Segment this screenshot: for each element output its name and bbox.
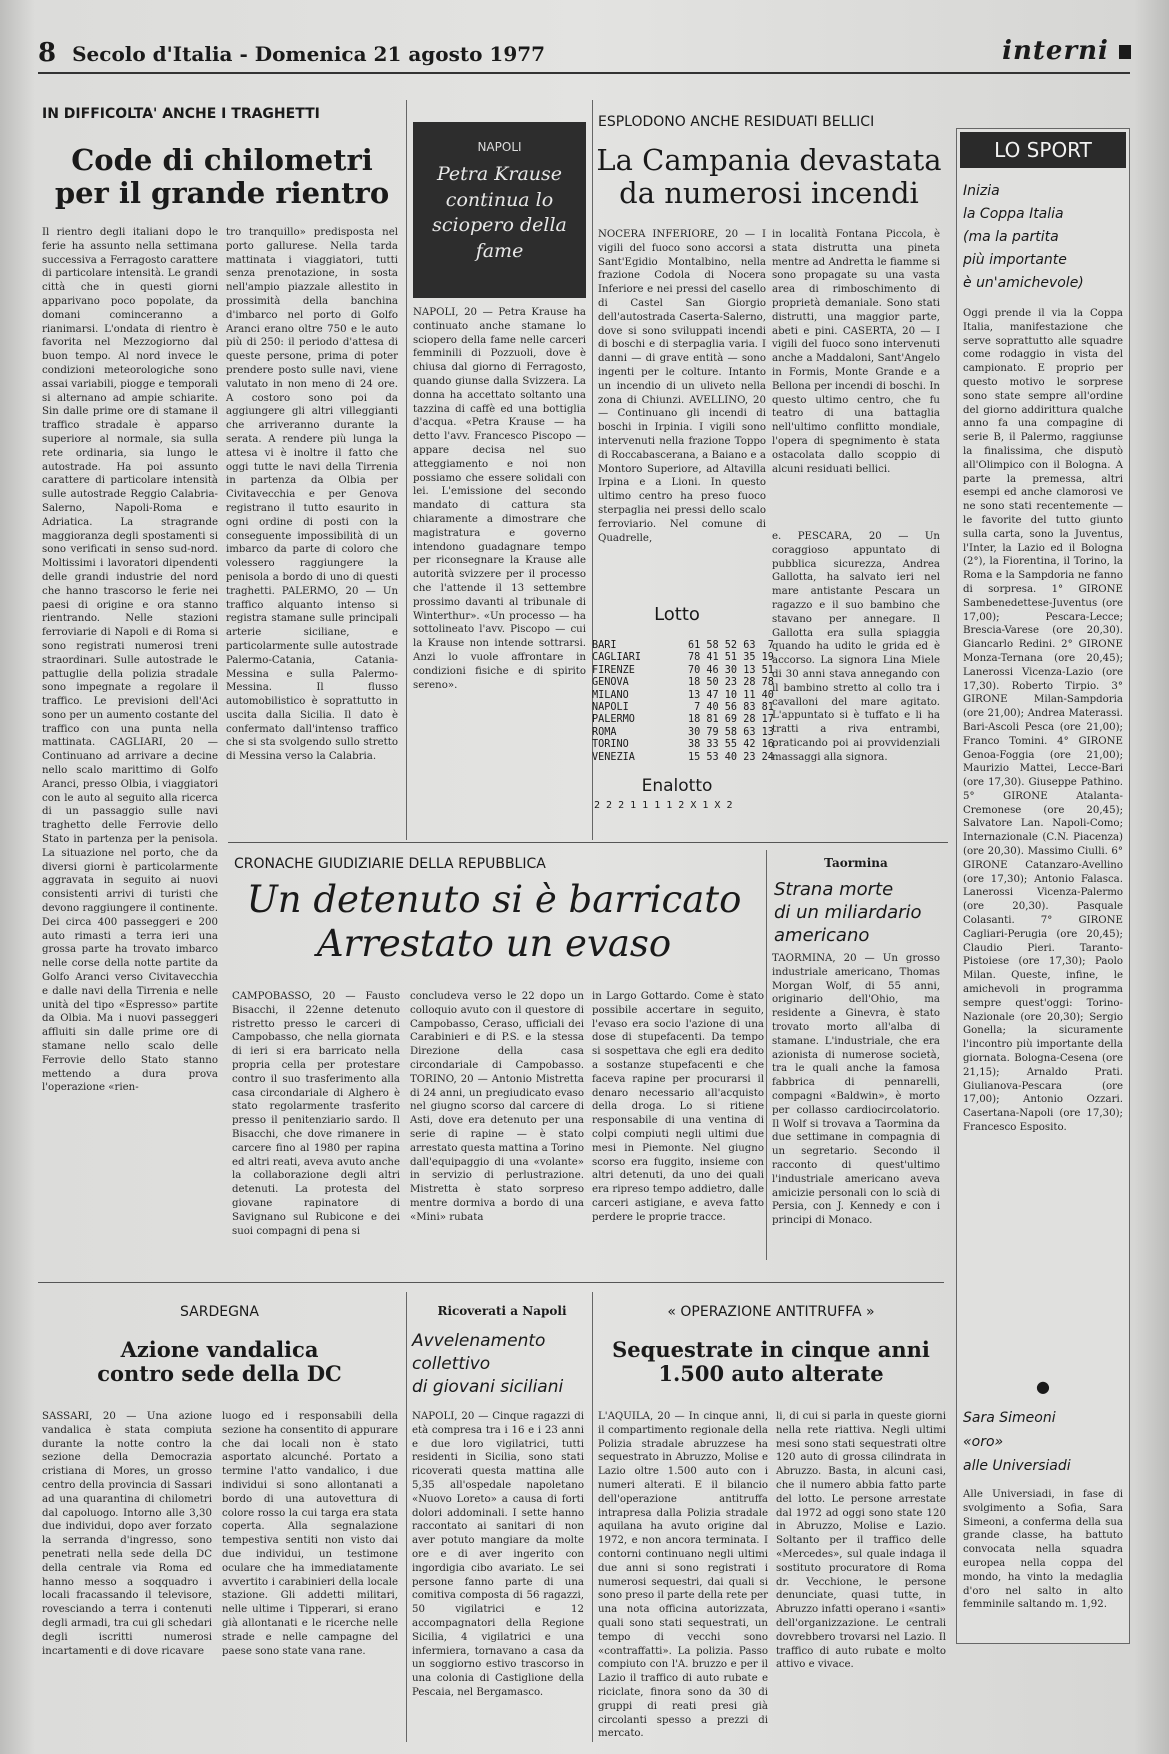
art4-body: e. PESCARA, 20 — Un coraggioso appuntato di pubblica sicurezza, Andrea Gallotta, ha salvato ieri nel mare antistante Pescara un ragazzo e il suo bambino che stavano per annegare. Il Gallotta era sulla spiaggia quando ha udito le grida ed è accorso. La signora Lina Miele di 30 anni stava annegando con il bambino stretto al collo tra i cavalloni del mare agitato. L'appuntato si è tuffato e li ha tratti a riva entrambi, praticando poi ai provvidenziali massaggi alla signora. xyxy=(772,531,940,763)
art9-title-line1: Sequestrate in cinque anni xyxy=(612,1337,930,1362)
art1-title xyxy=(42,144,402,211)
sport-body: Oggi prende il via la Coppa Italia, manifestazione che serve soprattutto alle squadre come rodaggio in vista del campionato. E proprio per questo motivo le sorprese sono state sempre all'ordine del giorno addirittura qualche anno fa una compagine di serie B, il Palermo, raggiunse la finalissima, che disputò all'Olimpico con il Bologna. A parte la premessa, altri esempi ed anche clamorosi ve ne sono stati recentemente — le favorite del tutto giunto sulla carta, sono la Juventus, l'Inter, la Lazio ed il Bologna (2°), la Fiorentina, il Torino, la Roma e la Sampdoria ne fanno di sorpresa. 1° GIRONE Sambenedettese-Juventus (ore 17,00); Pescara-Lecce; Brescia-Varese (ore 20,30). Giancarlo Redini. 2° GIRONE Monza-Ternana (ore 20,45); Lanerossi Vicenza-Lazio (ore 17,30). Roberto Tirpio. 3° GIRONE Milan-Sampdoria (ore 21,00); Andrea Materassi. Bari-Ascoli Pesca (ore 21,00); Franco Tomini. 4° GIRONE Genoa-Foggia (ore 21,00); Maurizio Mattei, Lecce-Bari (ore 17,30). Giuseppe Pathino. 5° GIRONE Atalanta-Cremonese (ore 20,45); Salvatore Lan. Napoli-Como; Internazionale (C.N. Piacenza) (ore 20,30). Massimo Ciulli. 6° GIRONE Catanzaro-Avellino (ore 17,30); Antonio Falasca. Lanerossi Vicenza-Palermo (ore 20,30). Pasquale Colasanti. 7° GIRONE Cagliari-Perugia (ore 20,45); Claudio Pieri. Taranto-Pistoiese (ore 17,30); Paolo Milan. Queste, infine, le amichevoli in programma sempre quest'oggi: Torino-Nazionale (ore 20,30); Sergio Gonella; la sicuramente l'incontro più importante della giornata. Bologna-Cesena (ore 21,15); Arnaldo Prati. Giulianova-Pescara (ore 17,00); Antonio Ozzari. Casertana-Napoli (ore 17,30); Francesco Esposito. xyxy=(963,308,1123,1134)
art2-body: NAPOLI, 20 — Petra Krause ha continuato anche stamane lo sciopero della fame nelle carceri femminili di Pozzuoli, dove è chiusa dal giorno di Ferragosto, quando giunse dalla Svizzera. La donna ha accettato soltanto una tazzina di caffè ed una bottiglia d'acqua. «Petra Krause — ha detto l'avv. Francesco Piscopo — appare decisa nel suo atteggiamento e noi non possiamo che essere solidali con lei. L'emissione del secondo mandato di cattura sta chiaramente a dimostrare che magistratura e governo intendono guadagnare tempo per riconsegnare la Krause alle autorità svizzere per il processo che l'attende il 13 settembre prossimo davanti al tribunale di Winterthur». «Un processo — ha sottolineato l'avv. Piscopo — cui la Krause non intende sottrarsi. Anzi lo vuole affrontare in condizioni fisiche e di spirito sereno». xyxy=(413,307,586,691)
lotto-numbers: 70 46 30 13 51 xyxy=(688,664,774,676)
lotto-numbers: 30 79 58 63 13 xyxy=(688,726,774,738)
lotto-city: TORINO xyxy=(592,739,629,751)
art1-title-line1: Code di chilometri xyxy=(71,143,373,177)
column-rule xyxy=(766,850,767,1260)
lotto-city: VENEZIA xyxy=(592,751,635,763)
art9-title-line2: 1.500 auto alterate xyxy=(658,1361,884,1387)
art3-col2: in località Fontana Piccola, è stata distrutta una pineta mentre ad Andretta le fiamme si sono propagate su una vasta area di rimboschimento di proprietà demaniale. Sono stati distrutti, una maggior parte, abeti e pini. CASERTA, 20 — I vigili del fuoco sono intervenuti anche a Maddaloni, Sant'Angelo in Formis, Monte Grande e a Bellona per incendi di boschi. In questo ultimo centro, che fu teatro di una battaglia nell'ultimo conflitto mondiale, l'opera di spegnimento è stata ostacolata dallo scoppio di alcuni residuati bellici. xyxy=(772,229,940,475)
lotto-row xyxy=(592,690,778,702)
art2-box-title: Petra Krause continua lo sciopero della fame xyxy=(432,163,567,262)
art1-title-line2: per il grande rientro xyxy=(54,176,390,211)
sport-column xyxy=(956,128,1130,1644)
sport-title: LO SPORT xyxy=(960,132,1126,168)
masthead-text: Secolo d'Italia - Domenica 21 agosto 1977 xyxy=(72,42,546,66)
art5-col3: in Largo Gottardo. Come è stato possibile accertare in seguito, l'evaso era socio l'azione di una dose di stupefacenti. Da tempo si sospettava che egli era dedito a sostanze stupefacenti e che faceva rapine per procurarsi il denaro necessario all'acquisto della droga. Lo si ritiene responsabile di una ventina di colpi compiuti negli ultimi due mesi in Piemonte. Nel giugno scorso era fuggito, insieme con altri detenuti, da uno dei quali era ripreso tempo addietro, dalle carceri astigiane, e aveva fatto perdere le proprie tracce. xyxy=(592,991,764,1223)
lotto-row xyxy=(592,665,778,677)
section-text: interni xyxy=(1002,36,1109,66)
art7-title xyxy=(42,1338,397,1386)
art6-title-line2: di un miliardario xyxy=(774,902,922,923)
lotto-numbers: 18 50 23 28 78 xyxy=(688,677,774,689)
art8-title xyxy=(412,1330,592,1399)
lotto-row xyxy=(592,739,778,751)
sport-headline xyxy=(963,180,1123,295)
art5-title xyxy=(234,878,754,967)
lotto-city: PALERMO xyxy=(592,714,635,726)
art7-title-line1: Azione vandalica xyxy=(120,1337,319,1362)
art1-kicker: IN DIFFICOLTA' ANCHE I TRAGHETTI xyxy=(42,106,320,122)
art2-box xyxy=(413,122,586,298)
lotto-row xyxy=(592,677,778,689)
lotto-title: Lotto xyxy=(654,604,700,625)
lotto-numbers: 38 33 55 42 16 xyxy=(688,739,774,751)
art8-title-line1: Avvelenamento xyxy=(412,1331,546,1351)
column-rule xyxy=(406,100,407,840)
art9-col2: li, di cui si parla in queste giorni nella rete riattiva. Negli ultimi mesi sono stati sequestrati oltre 120 auto di grossa cilindrata in Abruzzo. Basta, in alcuni casi, che il numero abbia fatto parte del lotto. Le persone arrestate dal 1972 ad oggi sono state 120 in Abruzzo, Molise e Lazio. Soltanto per il traffico delle «Mercedes», sul quale indaga il sostituto procuratore di Roma dr. Vecchione, le persone denunciate, quasi tutte, in Abruzzo infatti operano i «santi» dell'organizzazione. Le centrali dovrebbero trovarsi nel Lazio. Il traffico di auto rubate e molto attivo e vivace. xyxy=(776,1411,946,1671)
art8-body: NAPOLI, 20 — Cinque ragazzi di età compresa tra i 16 e i 23 anni e due loro vigilatrici, tutti residenti in Sicilia, sono stati ricoverati questa mattina alle 5,35 all'ospedale napoletano «Nuovo Loreto» a causa di forti dolori addominali. I sette hanno raccontato ai sanitari di non aver potuto mangiare da molte ore e di aver ingerito con ingordigia cibo avariato. Le sei persone fanno parte di una comitiva composta di 56 ragazzi, 50 vigilatrici e 12 accompagnatori della Regione Sicilia, 4 vigilatrici e una infermiera, tornavano a casa da un soggiorno estivo trascorso in una colonia di Castiglione della Pescaia, nel Bergamasco. xyxy=(412,1411,584,1698)
section-rule xyxy=(38,1282,944,1283)
art9-col1: L'AQUILA, 20 — In cinque anni, il compartimento regionale della Polizia stradale abruzzese ha sequestrato in Abruzzo, Molise e Lazio oltre 1.500 auto con i numeri alterati. E il bilancio dell'operazione antitruffa intrapresa dalla Polizia stradale aquilana ha avuto origine dal 1972, e non ancora terminata. I contorni continuano negli ultimi due anni si sono registrati i numerosi sequestri, dai quali si sono preso il parte della rete per una nota officina autorizzata, quali sono stati sequestrati, un tempo di vecchi sono «contraffatti». La polizia. Passo compiuto con l'A. bruzzo e per il Lazio il traffico di auto rubate e riciclate, finora sono da 30 di gruppi di reati presi già circolanti spesso a prezzi di mercato. xyxy=(598,1411,768,1740)
art7-col1: SASSARI, 20 — Una azione vandalica è stata compiuta durante la notte contro la sezione della Democrazia cristiana di Mores, un grosso centro della provincia di Sassari ad una quarantina di chilometri dal capoluogo. Intorno alle 3,30 due individui, dopo aver forzato la serranda d'ingresso, sono penetrati nella sede della DC della centrale via Roma ed hanno messo a soqquadro i locali fracassando il televisore, rovesciando a terra i contenuti degli armadi, tra cui gli schedari degli iscritti numerosi incartamenti e di dove ricavare xyxy=(42,1411,212,1657)
lotto-row xyxy=(592,640,778,652)
enalotto-values: 2 2 2 1 1 1 1 2 X 1 X 2 xyxy=(594,800,733,811)
lotto-numbers: 18 81 69 28 17 xyxy=(688,714,774,726)
art8-title-line3: di giovani siciliani xyxy=(412,1377,564,1397)
column-rule xyxy=(406,1292,407,1742)
art6-title-line1: Strana morte xyxy=(774,879,894,900)
art6-body: TAORMINA, 20 — Un grosso industriale americano, Thomas Morgan Wolf, di 55 anni, originario dell'Ohio, ma residente a Ginevra, è stato trovato morto all'alba di stamane. L'industriale, che era azionista di numerose società, tra le quali anche la famosa fabbrica di pennarelli, compagni «Baldwin», è morto per collasso cardiocircolatorio. Il Wolf si trovava a Taormina da due settimane in compagnia di un segretario. Secondo il racconto di quest'ultimo l'industriale americano aveva amicizie personali con lo scià di Persia, con J. Kennedy e con i principi di Monaco. xyxy=(772,953,940,1227)
lotto-numbers: 61 58 52 63 7 xyxy=(688,640,774,651)
lotto-numbers: 78 41 51 35 19 xyxy=(688,652,774,664)
sport-head-line6: Sara Simeoni xyxy=(963,1410,1056,1426)
lotto-numbers: 7 40 56 83 81 xyxy=(688,702,774,714)
sport-head-line1: Inizia xyxy=(963,183,1000,199)
masthead xyxy=(38,38,545,68)
art7-col2: luogo ed i responsabili della sezione ha consentito di appurare che dai locali non è stato asportato alcunché. Portato a termine l'atto vandalico, i due individui si sono allontanati a bordo di una autovettura di colore rosso la cui targa era stata coperta. Alla segnalazione tempestiva sentiti non visto dai due individui, un testimone oculare che ha immediatamente avvertito i carabinieri della locale stazione. Gli addetti militari, nelle ultime i Tipperari, si erano già allontanati e le ricerche nelle strade e nelle campagne del paese sono state vana rane. xyxy=(222,1411,398,1657)
lotto-row xyxy=(592,727,778,739)
lotto-city: BARI xyxy=(592,640,617,651)
art3-kicker: ESPLODONO ANCHE RESIDUATI BELLICI xyxy=(598,114,875,130)
bullet-icon: ● xyxy=(1036,1377,1050,1396)
page-number: 8 xyxy=(38,38,57,68)
art1-col2: tro tranquillo» predisposta nel porto gallurese. Nella tarda mattinata i viaggiatori, tutti senza prenotazione, in sosta nell'ampio piazzale allestito in prossimità della banchina d'imbarco nel porto di Golfo Aranci erano oltre 750 e le auto più di 250: il periodo d'attesa di queste persone, prima di poter prendere posto sulle navi, viene valutato in non meno di 24 ore. A costoro sono poi da aggiungere gli altri villeggianti che arriveranno durante la serata. A rendere più lunga la attesa vi è inoltre il fatto che oggi tutte le navi della Tirrenia in partenza da Olbia per Civitavecchia e per Genova registrano il tutto esaurito in ogni ordine di posti con la conseguente impossibilità di un imbarco da parte di coloro che volessero raggiungere la penisola a bordo di uno di questi traghetti. PALERMO, 20 — Un traffico alquanto intenso si registra stamane sulle principali arterie siciliane, e particolarmente sulle autostrade Palermo-Catania, Catania-Messina e sulla Palermo-Messina. Il flusso automobilistico è soprattutto in uscita dalla Sicilia. Il dato è confermato dall'intenso traffico che si sta svolgendo sullo stretto di Messina verso la Calabria. xyxy=(226,227,398,763)
sport-head-line7: «oro» xyxy=(963,1434,1004,1450)
art9-title xyxy=(598,1338,944,1386)
art5-title-line1: Un detenuto si è barricato xyxy=(246,878,742,921)
section-label xyxy=(1002,36,1131,66)
sport-body2: Alle Universiadi, in fase di svolgimento a Sofia, Sara Simeoni, a conferma della sua grande classe, ha battuto convocata nella squadra europea nella coppa del mondo, ha vinto la medaglia d'oro nel salto in alto femminile saltando m. 1,92. xyxy=(963,1489,1123,1611)
art5-title-line2: Arrestato un evaso xyxy=(316,922,672,966)
sport-head-line4: più importante xyxy=(963,252,1067,268)
art1-col1: Il rientro degli italiani dopo le ferie ha assunto nella settimana successiva a Ferragosto carattere di particolare intensità. Le grandi città che in questi giorni apparivano poco popolate, da domani cominceranno a rianimarsi. L'ondata di rientro è favorita nel Mezzogiorno dal buon tempo. Al nord invece le condizioni meteorologiche sono assai variabili, piogge e temporali si alternano ad ampie schiarite. Sin dalle prime ore di stamane il traffico stradale è apparso superiore al normale, sia sulla rete ordinaria, sia lungo le autostrade. Ha poi assunto carattere di particolare intensità sulle autostrade Reggio Calabria-Salerno, Napoli-Roma e Adriatica. La stragrande maggioranza degli spostamenti si sono verificati in senso sud-nord. Moltissimi i lavoratori dipendenti delle grandi industrie del nord che hanno trascorso le ferie nei paesi di origine e ora stanno rientrando. Nelle stazioni ferroviarie di Napoli e di Roma si sono registrati numerosi treni straordinari. Sulle autostrade le pattuglie della polizia stradale sono impegnate a regolare il traffico. Le previsioni dell'Aci sono per un aumento costante del traffico con una punta nella mattinata. CAGLIARI, 20 — Continuano ad arrivare a decine nello scalo marittimo di Golfo Aranci, presso Olbia, i viaggiatori con le auto al seguito alla ricerca di un passaggio sulle navi traghetto delle Ferrovie dello Stato in partenza per la penisola. La situazione nel porto, che da diversi giorni è particolarmente aggravata in seguito ai nuovi consistenti arrivi di turisti che devono raggiungere il continente. Dei circa 400 passeggeri e 200 auto rimasti a terra ieri una grossa parte ha trovato imbarco nelle corse della notte partite da Golfo Aranci verso Civitavecchia e dalle navi della Tirrenia e nelle unità del tipo «Espresso» partite da Olbia. Ma i nuovi passeggeri affluiti sin dalle prime ore di stamane nello scalo delle Ferrovie dello Stato stanno mettendo a dura prova l'operazione «rien- xyxy=(42,227,218,1094)
art7-kicker: SARDEGNA xyxy=(180,1304,259,1320)
sport-headline2 xyxy=(963,1406,1123,1478)
lotto-numbers: 15 53 40 23 24 xyxy=(688,751,774,763)
sport-head-line8: alle Universiadi xyxy=(963,1458,1071,1474)
lotto-city: NAPOLI xyxy=(592,702,629,714)
sport-head-line2: la Coppa Italia xyxy=(963,206,1064,222)
art5-kicker: CRONACHE GIUDIZIARIE DELLA REPUBBLICA xyxy=(234,856,546,872)
header-rule xyxy=(38,72,1130,74)
lotto-city: GENOVA xyxy=(592,677,629,689)
lotto-city: CAGLIARI xyxy=(592,652,642,664)
section-rule xyxy=(228,842,948,843)
sport-head-line3: (ma la partita xyxy=(963,229,1059,245)
art7-title-line2: contro sede della DC xyxy=(97,1361,342,1387)
lotto-row xyxy=(592,652,778,664)
lotto-row xyxy=(592,752,778,764)
art9-kicker: « OPERAZIONE ANTITRUFFA » xyxy=(667,1304,875,1320)
art5-col2: concludeva verso le 22 dopo un colloquio avuto con il questore di Campobasso, Ceraso, ufficiali dei Carabinieri e di P.S. e la stessa Direzione della casa circondariale di Campobasso. TORINO, 20 — Antonio Mistretta di 24 anni, un pregiudicato evaso nel giugno scorso dal carcere di Asti, dove era detenuto per una serie di rapine — è stato arrestato questa mattina a Torino dall'equipaggio di una «volante» in servizio di perlustrazione. Mistretta è stato sorpreso mentre dormiva a bordo di una «Mini» rubata xyxy=(410,991,584,1223)
lotto-city: ROMA xyxy=(592,726,617,738)
lotto-table xyxy=(592,640,778,764)
lotto-row xyxy=(592,702,778,714)
lotto-city: MILANO xyxy=(592,689,629,701)
art2-box-kicker: NAPOLI xyxy=(477,140,522,154)
art6-title xyxy=(774,878,944,947)
art8-title-line2: collettivo xyxy=(412,1354,491,1374)
art8-kicker: Ricoverati a Napoli xyxy=(437,1304,567,1318)
lotto-numbers: 13 47 10 11 40 xyxy=(688,689,774,701)
sport-head-line5: è un'amichevole) xyxy=(963,275,1084,291)
square-icon xyxy=(1119,45,1131,59)
art3-title-line2: da numerosi incendi xyxy=(619,176,919,211)
lotto-city: FIRENZE xyxy=(592,664,635,676)
art3-title-line1: La Campania devastata xyxy=(596,143,942,177)
art3-col1: NOCERA INFERIORE, 20 — I vigili del fuoco sono accorsi a Sant'Egidio Montalbino, nella frazione Codola di Nocera Inferiore e nei pressi del casello di Castel San Giorgio dell'autostrada Caserta-Salerno, dove si sono sviluppati incendi di boschi e di sterpaglia varia. I danni — di grave entità — sono ingenti per le colture. Intanto un incendio di un uliveto nella zona di Chiunzi. AVELLINO, 20 — Continuano gli incendi di boschi in Irpinia. I vigili sono intervenuti nella frazione Toppo di Roccabascerana, a Baiano e a Montoro Superiore, ad Altavilla Irpina e a Lioni. In questo ultimo centro ha preso fuoco sterpaglia nei pressi dello scalo ferroviario. Nel comune di Quadrelle, xyxy=(598,229,766,544)
enalotto-title: Enalotto xyxy=(641,776,713,796)
art5-col1: CAMPOBASSO, 20 — Fausto Bisacchi, il 22enne detenuto ristretto presso le carceri di Campobasso, che nella giornata di ieri si era barricato nella propria cella per protestare contro il suo trasferimento alla casa circondariale di Alghero è stato regolarmente trasferito presso il penitenziario sardo. Il Bisacchi, che dove rimanere in carcere fino al 1980 per rapina ed altri reati, aveva avuto anche la collaborazione degli altri detenuti. La protesta del giovane rapinatore di Savignano sul Rubicone e dei suoi compagni di pena si xyxy=(232,991,400,1237)
art6-kicker: Taormina xyxy=(824,856,888,870)
column-rule xyxy=(592,1292,593,1742)
art3-title xyxy=(596,144,942,211)
lotto-row xyxy=(592,714,778,726)
art6-title-line3: americano xyxy=(774,925,870,946)
